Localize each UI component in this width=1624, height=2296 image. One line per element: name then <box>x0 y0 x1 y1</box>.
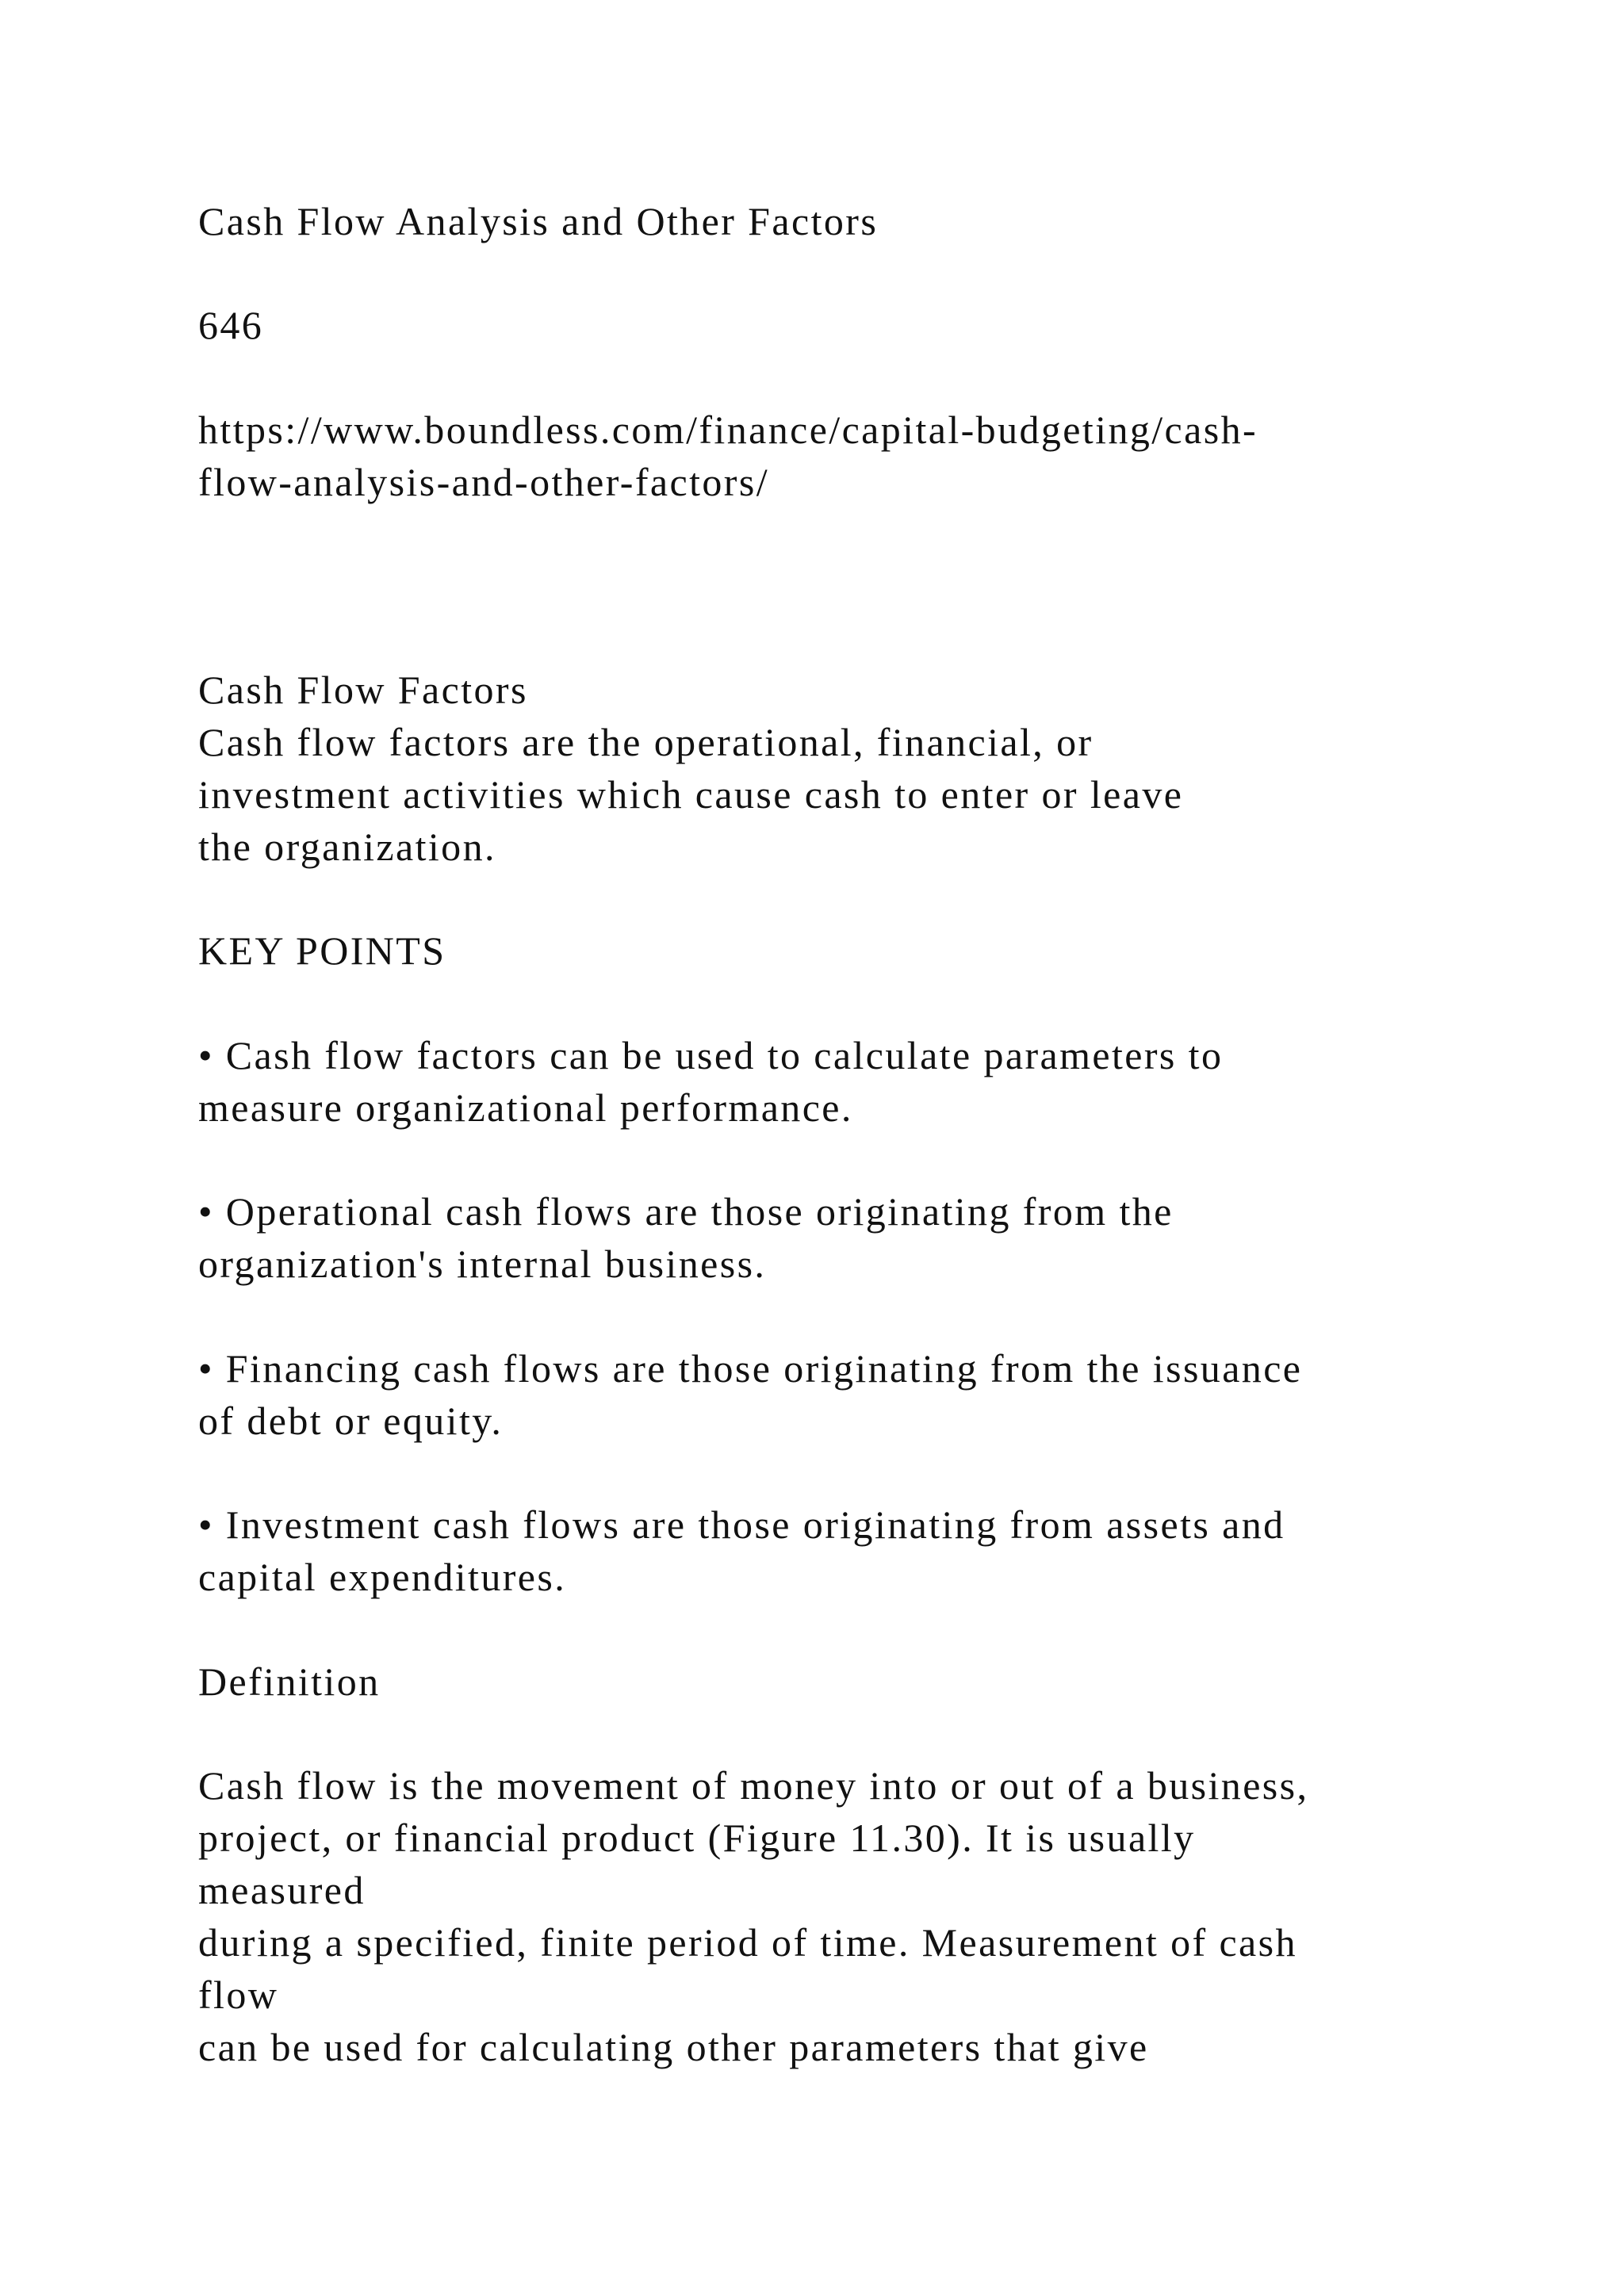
definition-heading: Definition <box>198 1659 381 1704</box>
definition-line-3: measured <box>198 1868 366 1912</box>
definition-line-6: can be used for calculating other parameters that give <box>198 2025 1149 2069</box>
source-url-line-2: flow-analysis-and-other-factors/ <box>198 460 769 504</box>
source-url-line-1: https://www.boundless.com/finance/capital-budgeting/cash- <box>198 408 1258 452</box>
definition-line-1: Cash flow is the movement of money into or out of a business, <box>198 1763 1309 1808</box>
key-point-1-line-1: • Cash flow factors can be used to calculate parameters to <box>198 1033 1224 1077</box>
document-title: Cash Flow Analysis and Other Factors <box>198 199 879 243</box>
page-number: 646 <box>198 303 264 347</box>
key-point-3-line-2: of debt or equity. <box>198 1399 504 1443</box>
key-point-4-line-2: capital expenditures. <box>198 1555 567 1599</box>
key-point-3-line-1: • Financing cash flows are those originating from the issuance <box>198 1346 1303 1391</box>
section-heading: Cash Flow Factors <box>198 668 528 712</box>
definition-line-2: project, or financial product (Figure 11.30). It is usually <box>198 1816 1196 1860</box>
key-point-2-line-2: organization's internal business. <box>198 1242 767 1286</box>
summary-line-1: Cash flow factors are the operational, financial, or <box>198 720 1094 764</box>
key-points-heading: KEY POINTS <box>198 928 446 973</box>
summary-line-2: investment activities which cause cash to enter or leave <box>198 772 1184 817</box>
key-point-1-line-2: measure organizational performance. <box>198 1085 853 1130</box>
key-point-4-line-1: • Investment cash flows are those originating from assets and <box>198 1502 1285 1547</box>
key-point-2-line-1: • Operational cash flows are those originating from the <box>198 1189 1174 1234</box>
summary-line-3: the organization. <box>198 825 496 869</box>
definition-line-5: flow <box>198 1973 279 2017</box>
definition-line-4: during a specified, finite period of time. Measurement of cash <box>198 1920 1297 1965</box>
